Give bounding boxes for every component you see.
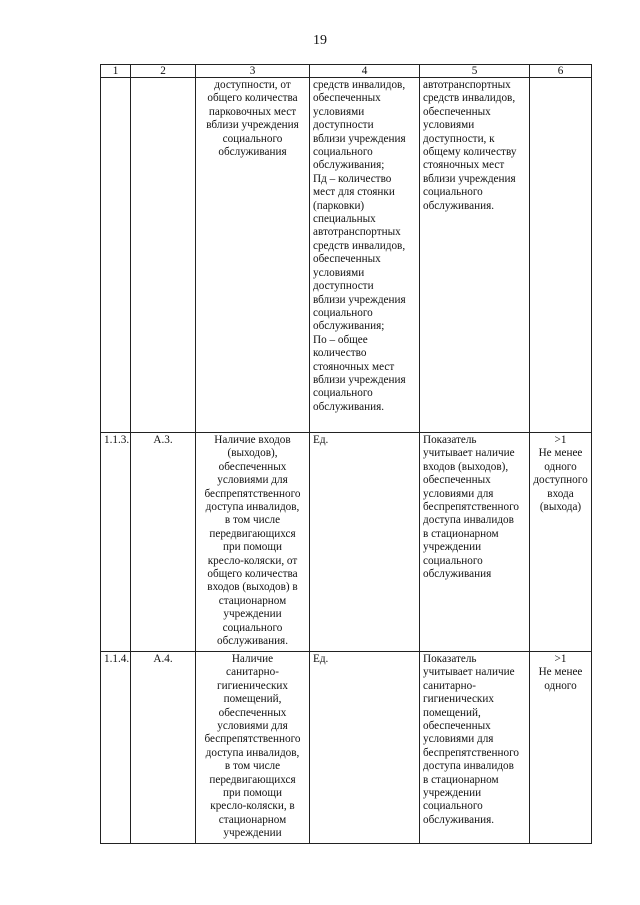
cell-text-line: условиями для (217, 474, 288, 487)
row-number-cell (101, 78, 131, 433)
cell-text-line: в том числе (224, 514, 281, 527)
row-number-cell: 1.1.4. (101, 652, 131, 844)
cell-text-line: обслуживания (423, 568, 492, 581)
header-col-3: 3 (196, 65, 310, 78)
cell-text-line: вблизи учреждения (313, 132, 406, 145)
cell-text-line: Пд – количество (313, 172, 392, 185)
norm-value-cell (530, 433, 592, 652)
cell-text-line: условиями (423, 119, 475, 132)
cell-text-line: гигиенических (217, 679, 288, 692)
indicator-name-cell (196, 78, 310, 433)
cell-text-line: входа (547, 487, 574, 500)
indicator-code-cell: А.4. (131, 652, 196, 844)
cell-text-line: средств инвалидов, (423, 92, 516, 105)
cell-text-line: кресло-коляски, в (210, 800, 295, 813)
cell-text-line: одного (544, 460, 577, 473)
header-col-1: 1 (101, 65, 131, 78)
cell-text-line: социального (313, 306, 373, 319)
cell-text-line: при помощи (222, 787, 282, 800)
cell-text-line: количество (313, 347, 367, 360)
header-col-4: 4 (310, 65, 420, 78)
cell-text-line: обеспеченных (218, 460, 287, 473)
description-cell (420, 433, 530, 652)
cell-text-line: гигиенических (423, 693, 494, 706)
cell-text-line: доступа инвалидов, (205, 501, 300, 514)
cell-text-line: социального (313, 146, 373, 159)
cell-text-line: доступа инвалидов (423, 760, 514, 773)
cell-text-line: вблизи учреждения (313, 293, 406, 306)
unit-formula-cell (310, 78, 420, 433)
cell-text-line: доступа инвалидов, (205, 746, 300, 759)
cell-text-line: обслуживания; (313, 320, 385, 333)
cell-text-line: Наличие входов (214, 434, 291, 446)
cell-text-line: передвигающихся (209, 773, 296, 786)
indicator-name-cell (196, 652, 310, 844)
cell-text-line: помещений, (423, 706, 481, 719)
cell-text-line: стационарном (218, 594, 287, 607)
cell-text-line: обслуживания; (313, 159, 385, 172)
table-header-row (101, 65, 592, 78)
cell-text-line: условиями для (423, 733, 494, 746)
cell-text-line: социального (222, 621, 283, 634)
cell-text-line: стояночных мест (423, 159, 505, 172)
cell-text-line: социального (313, 387, 373, 400)
table-row (101, 652, 592, 844)
cell-text-line: Показатель (423, 653, 477, 665)
cell-text-line: кресло-коляски, от (207, 554, 298, 567)
cell-text-line: мест для стоянки (313, 186, 395, 199)
cell-text-line: условиями (313, 266, 365, 279)
indicator-code-cell: А.3. (131, 433, 196, 652)
norm-value-cell (530, 652, 592, 844)
cell-text-line: обслуживания. (313, 400, 385, 413)
cell-text-line: Показатель (423, 434, 477, 446)
description-cell (420, 78, 530, 433)
cell-text-line: обслуживания. (423, 813, 495, 826)
cell-text-line: учреждении (423, 787, 482, 800)
cell-text-line: социального (423, 800, 483, 813)
cell-text-line: По – общее (313, 333, 368, 346)
cell-text-line: стационарном (218, 813, 287, 826)
cell-text-line: Наличие (231, 653, 274, 665)
cell-text-line: Не менее (538, 666, 583, 679)
header-col-2: 2 (131, 65, 196, 78)
cell-text-line: учитывает наличие (423, 666, 515, 679)
cell-text-line: >1 (554, 434, 567, 446)
cell-text-line: в стационарном (423, 773, 499, 786)
cell-text-line: обеспеченных (423, 474, 491, 487)
cell-text-line: беспрепятственного (423, 501, 519, 514)
cell-text-line: беспрепятственного (204, 487, 301, 500)
cell-text-line: учреждении (423, 541, 482, 554)
cell-text-line: социального (222, 132, 283, 145)
cell-text-line: Ед. (313, 653, 329, 665)
unit-cell (310, 652, 420, 844)
row-number-cell: 1.1.3. (101, 433, 131, 652)
cell-text-line: обеспеченных (423, 720, 491, 733)
cell-text-line: доступности (313, 119, 374, 132)
cell-text-line: социального (423, 554, 483, 567)
cell-text-line: общему количеству (423, 146, 517, 159)
cell-text-line: >1 (554, 653, 567, 665)
cell-text-line: входов (выходов) в (207, 581, 298, 594)
cell-text-line: условиями (313, 105, 365, 118)
indicator-code-cell (131, 78, 196, 433)
indicators-table (100, 64, 592, 844)
cell-text-line: передвигающихся (209, 527, 296, 540)
cell-text-line: специальных (313, 213, 376, 226)
header-col-6: 6 (530, 65, 592, 78)
cell-text-line: санитарно- (226, 666, 279, 679)
cell-text-line: (парковки) (313, 199, 365, 212)
cell-text-line: общего количества (207, 568, 298, 581)
unit-cell (310, 433, 420, 652)
cell-text-line: обслуживания. (216, 635, 288, 648)
cell-text-line: учреждении (223, 608, 282, 621)
cell-text-line: парковочных мест (208, 105, 297, 118)
cell-text-line: Ед. (313, 434, 329, 446)
cell-text-line: учитывает наличие (423, 447, 515, 460)
cell-text-line: беспрепятственного (204, 733, 301, 746)
cell-text-line: обслуживания. (423, 199, 495, 212)
cell-text-line: обслуживания (218, 146, 287, 159)
cell-text-line: обеспеченных (313, 253, 381, 266)
cell-text-line: в стационарном (423, 527, 499, 540)
cell-text-line: обеспеченных (313, 92, 381, 105)
table-row (101, 433, 592, 652)
cell-text-line: средств инвалидов, (313, 239, 406, 252)
cell-text-line: доступности, к (423, 132, 495, 145)
cell-text-line: (выходов), (227, 447, 278, 460)
cell-text-line: помещений, (223, 693, 282, 706)
cell-text-line: вблизи учреждения (206, 119, 299, 132)
cell-text-line: средств инвалидов, (313, 79, 406, 91)
cell-text-line: беспрепятственного (423, 746, 519, 759)
cell-text-line: вблизи учреждения (313, 373, 406, 386)
cell-text-line: стояночных мест (313, 360, 395, 373)
page-number: 19 (313, 33, 327, 48)
cell-text-line: условиями для (217, 720, 288, 733)
description-cell (420, 652, 530, 844)
cell-text-line: общего количества (207, 92, 298, 105)
cell-text-line: автотранспортных (423, 79, 511, 91)
cell-text-line: доступности, от (214, 79, 291, 91)
cell-text-line: доступа инвалидов (423, 514, 514, 527)
cell-text-line: обеспеченных (218, 706, 287, 719)
cell-text-line: в том числе (224, 760, 281, 773)
cell-text-line: учреждении (223, 827, 282, 840)
cell-text-line: условиями для (423, 487, 494, 500)
cell-text-line: санитарно- (423, 679, 476, 692)
cell-text-line: входов (выходов), (423, 460, 509, 473)
cell-text-line: социального (423, 186, 483, 199)
cell-text-line: одного (544, 679, 577, 692)
cell-text-line: доступности (313, 280, 374, 293)
cell-text-line: обеспеченных (423, 105, 491, 118)
table-row (101, 78, 592, 433)
cell-text-line: доступного (533, 474, 588, 487)
cell-text-line: при помощи (222, 541, 282, 554)
cell-text-line: автотранспортных (313, 226, 401, 239)
cell-text-line: Не менее (538, 447, 583, 460)
header-col-5: 5 (420, 65, 530, 78)
cell-text-line: вблизи учреждения (423, 172, 516, 185)
cell-text-line: (выхода) (539, 501, 582, 514)
norm-value-cell (530, 78, 592, 433)
indicator-name-cell (196, 433, 310, 652)
